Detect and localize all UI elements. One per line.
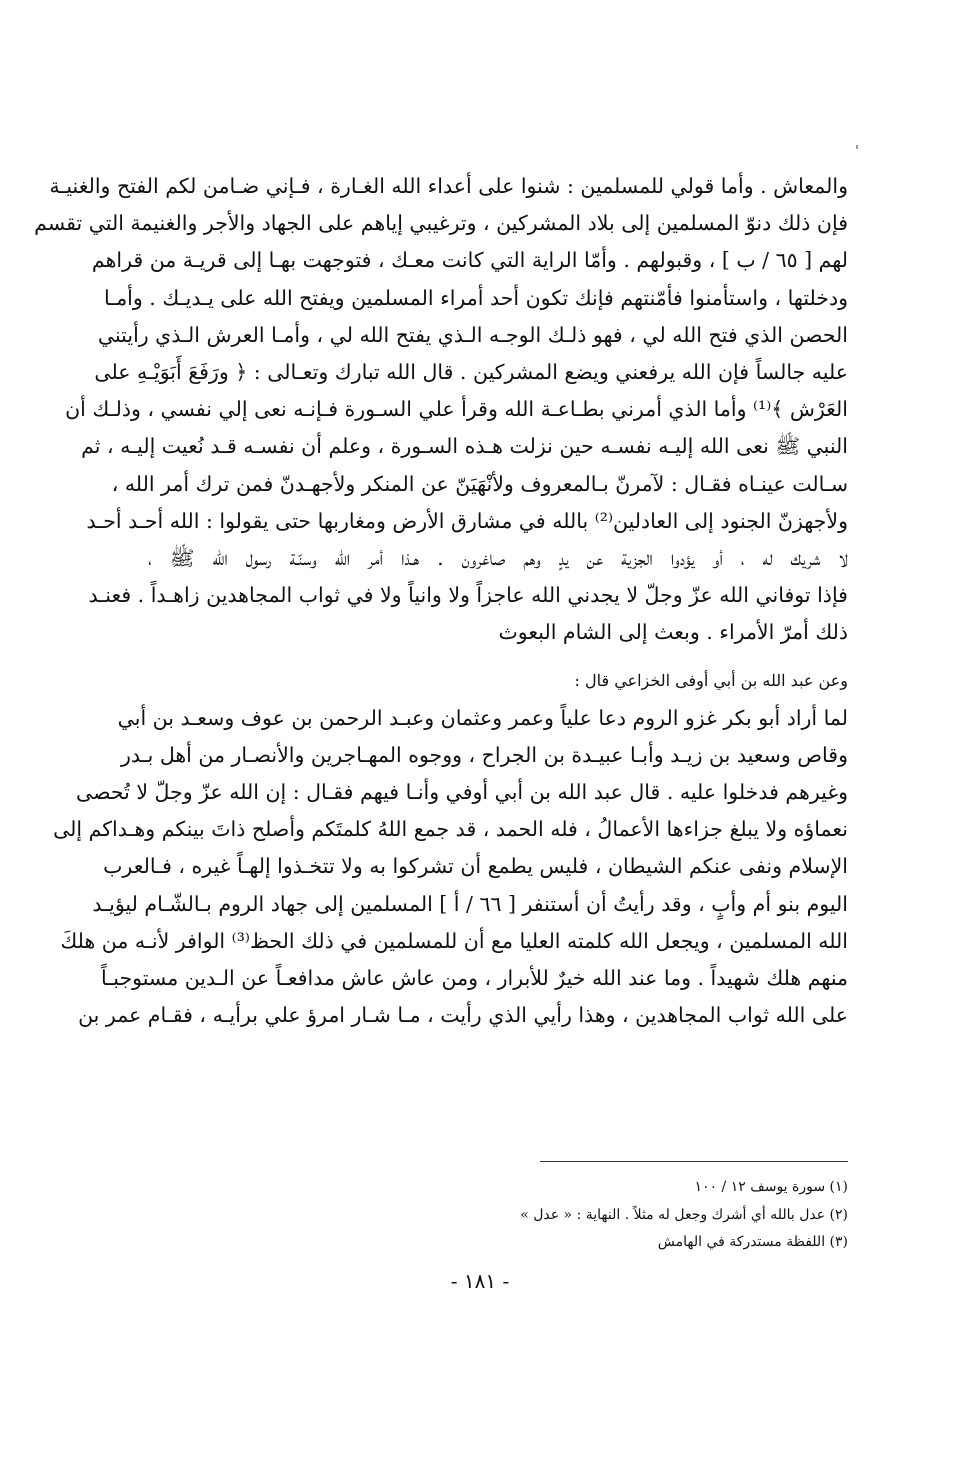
footnotes (470, 1174, 848, 1257)
text-line: الحصن الذي فتح الله لي ، فهو ذلـك الوجـه الـذي يفتح الله لي ، وأمـا العرش الـذي رأيتني (97, 322, 848, 347)
section-heading: وعن عبد الله بن أبي أوفى الخزاعي قال : (574, 670, 848, 690)
text-line: فإذا توفاني الله عزّ وجلّ لا يجدني الله عاجزاً ولا وانياً ولا في ثواب المجاهدين زاهـداً . فعنـد (88, 583, 848, 608)
text-line: وقاص وسعيد بن زيـد وأبـا عبيـدة بن الجراح ، ووجوه المهـاجرين والأنصـار من أهل بـدر (120, 742, 848, 767)
text-line: اليوم بنو أم وأبٍ ، وقد رأيتُ أن أستنفر [ ٦٦ / أ ] المسلمين إلى جهاد الروم بـالشّـام ليؤيـد (92, 891, 848, 916)
text-line: سـالت عينـاه فقـال : لآمرنّ بـالمعروف ولأنْهَيَنّ عن المنكر ولأجهـدنّ فمن ترك أمر الله ، (111, 471, 848, 496)
paragraph-abu-bakr-speech (53, 700, 848, 1035)
footnote-divider (540, 1161, 848, 1162)
footnote-2: (٢) عدل بالله أي أشرك وجعل له مثلاً . النهاية : « عدل » (520, 1206, 848, 1223)
main-text-block (34, 168, 848, 1034)
text-line: لما أراد أبو بكر غزو الروم دعا علياً وعمر وعثمان وعبـد الرحمن بن عوف وسعـد بن أبي (117, 705, 848, 730)
text-line: لا شريك له ، أو يؤدوا الجزية عن يدٍ وهم صاغرون . هـذا أمر الله وسنّـة رسول الله ﷺ ، (148, 546, 848, 571)
footnote-1: (١) سورة يوسف ١٢ / ١٠٠ (694, 1179, 848, 1195)
scan-speck (856, 145, 858, 149)
text-line: ذلك أمرّ الأمراء . وبعث إلى الشام البعوث (498, 620, 848, 645)
text-line: وغيرهم فدخلوا عليه . قال عبد الله بن أبي أوفي وأنـا فيهم فقـال : إن الله عزّ وجلّ لا تُحصى (76, 780, 848, 805)
footnote-3: (٣) اللفظة مستدركة في الهامش (657, 1234, 848, 1250)
text-line: على الله ثواب المجاهدين ، وهذا رأيي الذي رأيت ، مـا شـار امرؤ علي برأيـه ، فقـام عمر بن (78, 1003, 848, 1028)
text-line: ودخلتها ، واستأمنوا فأمّنتهم فإنك تكون أحد أمراء المسلمين ويفتح الله على يـديـك . وأمـا (103, 285, 848, 310)
text-line: الإسلام ونفى عنكم الشيطان ، فليس يطمع أن تشركوا به ولا تتخـذوا إلهـاً غيره ، فـالعرب (103, 854, 848, 879)
text-line: نعماؤه ولا يبلغ جزاءها الأعمالُ ، فله الحمد ، قد جمع اللهُ كلمتَكم وأصلح ذاتَ بينكم وهـداكم إلى (53, 817, 848, 842)
text-line: منهم هلك شهيداً . وما عند الله خيرٌ للأبرار ، ومن عاش عاش مدافعـاً عن الـدين مستوجبـاً (101, 966, 848, 991)
text-line: النبي ﷺ نعى الله إليـه نفسـه حين نزلت هـذه السـورة ، وعلم أن نفسـه قـد نُعيت إليـه ، ثم (81, 434, 848, 459)
paragraph-dream-interpretation (34, 168, 848, 652)
text-line: لهم [ ٦٥ / ب ] ، وقبولهم . وأمّا الراية التي كانت معـك ، فتوجهت بهـا إلى قريـة من قراهم (91, 248, 848, 273)
page-number: - ١٨١ - (450, 1269, 510, 1293)
text-line: الله المسلمين ، ويجعل الله كلمته العليا مع أن للمسلمين في ذلك الحظ⁽³⁾ الوافر لأنـه من هلكَ (60, 928, 848, 953)
text-line: العَرْش ﴾⁽¹⁾ وأما الذي أمرني بطـاعـة الله وقرأ علي السـورة فـإنـه نعى إلي نفسي ، وذلـك أن (65, 397, 848, 422)
text-line: والمعاش . وأما قولي للمسلمين : شنوا على أعداء الله الغـارة ، فـإني ضـامن لكم الفتح والغنيـة (49, 174, 848, 198)
text-line: عليه جالساً فإن الله يرفعني ويضع المشركين . قال الله تبارك وتعـالى : ﴿ ورَفَعَ أَبَوَيْـهِ على (94, 360, 848, 385)
text-line: ولأجهزنّ الجنود إلى العادلين⁽²⁾ بالله في مشارق الأرض ومغاربها حتى يقولوا : الله أحـد أحـد (86, 508, 848, 533)
text-line: فإن ذلك دنوّ المسلمين إلى بلاد المشركين ، وترغيبي إياهم على الجهاد والأجر والغنيمة التي تقسم (34, 211, 848, 236)
